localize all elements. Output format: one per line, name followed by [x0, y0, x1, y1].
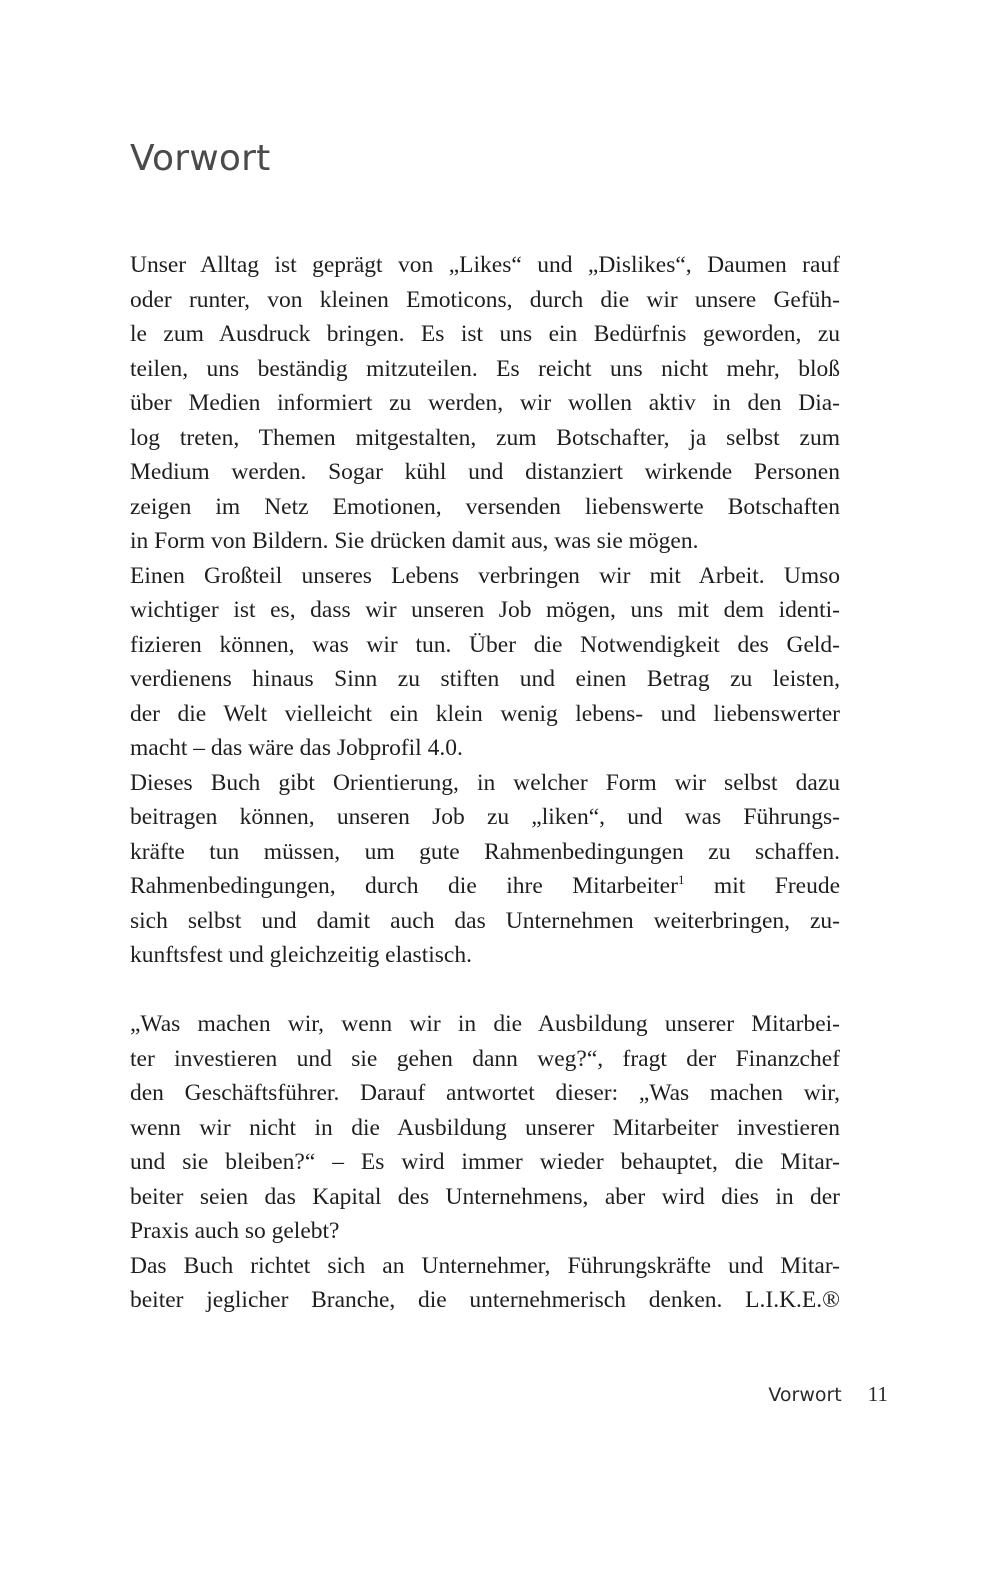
paragraph	[130, 559, 840, 766]
text-line: beiter jeglicher Branche, die unternehmerisch denken. L.I.K.E.®	[130, 1287, 840, 1313]
text-line: verdienens hinaus Sinn zu stiften und einen Betrag zu leisten,	[130, 666, 840, 692]
text-line: in Form von Bildern. Sie drücken damit aus, was sie mögen.	[130, 528, 699, 554]
line-text: Rahmenbedingungen, durch die ihre Mitarbeiter	[130, 873, 678, 899]
text-line: Medium werden. Sogar kühl und distanziert wirkende Personen	[130, 459, 840, 485]
text-line: Unser Alltag ist geprägt von „Likes“ und „Dislikes“, Daumen rauf	[130, 252, 840, 278]
text-line: Das Buch richtet sich an Unternehmer, Führungskräfte und Mitar-	[130, 1252, 840, 1279]
text-line: fizieren können, was wir tun. Über die Notwendigkeit des Geld-	[130, 631, 840, 658]
text-line: wichtiger ist es, dass wir unseren Job mögen, uns mit dem identi-	[130, 597, 840, 623]
text-line: und sie bleiben?“ – Es wird immer wieder behauptet, die Mitar-	[130, 1149, 840, 1175]
paragraph	[130, 1249, 840, 1318]
text-line: le zum Ausdruck bringen. Es ist uns ein Bedürfnis geworden, zu	[130, 321, 840, 347]
paragraph	[130, 1007, 840, 1249]
line-text-suffix: mit Freude	[684, 873, 840, 899]
page-number: 11	[867, 1382, 888, 1406]
chapter-title: Vorwort	[130, 138, 271, 179]
running-head: Vorwort	[768, 1384, 842, 1406]
text-line: Dieses Buch gibt Orientierung, in welcher Form wir selbst dazu	[130, 769, 840, 796]
text-line: teilen, uns beständig mitzuteilen. Es reicht uns nicht mehr, bloß	[130, 355, 840, 382]
text-line: log treten, Themen mitgestalten, zum Botschafter, ja selbst zum	[130, 424, 840, 451]
text-line: zeigen im Netz Emotionen, versenden liebenswerte Botschaften	[130, 493, 840, 520]
text-line: „Was machen wir, wenn wir in die Ausbildung unserer Mitarbei-	[130, 1011, 840, 1037]
text-line: beiter seien das Kapital des Unternehmens, aber wird dies in der	[130, 1183, 840, 1210]
text-line: sich selbst und damit auch das Unternehmen weiterbringen, zu-	[130, 907, 840, 934]
text-line: Einen Großteil unseres Lebens verbringen wir mit Arbeit. Umso	[130, 562, 840, 589]
text-line: über Medien informiert zu werden, wir wollen aktiv in den Dia-	[130, 390, 840, 416]
text-line: wenn wir nicht in die Ausbildung unserer Mitarbeiter investieren	[130, 1114, 840, 1141]
text-line: kunftsfest und gleichzeitig elastisch.	[130, 942, 472, 968]
text-line: beitragen können, unseren Job zu „liken“, und was Führungs-	[130, 804, 840, 830]
text-line: macht – das wäre das Jobprofil 4.0.	[130, 735, 463, 761]
paragraph	[130, 766, 840, 973]
text-line: kräfte tun müssen, um gute Rahmenbedingungen zu schaffen.	[130, 838, 840, 865]
page-footer	[768, 1382, 888, 1407]
text-line: den Geschäftsführer. Darauf antwortet dieser: „Was machen wir,	[130, 1080, 840, 1106]
body-text	[130, 248, 840, 1318]
footnote-marker[interactable]: 1	[677, 872, 685, 887]
text-line: Praxis auch so gelebt?	[130, 1218, 340, 1244]
text-line: der die Welt vielleicht ein klein wenig lebens- und liebenswerter	[130, 700, 840, 727]
paragraph-spacer	[130, 973, 840, 1008]
text-line: ter investieren und sie gehen dann weg?“, fragt der Finanzchef	[130, 1045, 840, 1072]
paragraph	[130, 248, 840, 559]
text-line: oder runter, von kleinen Emoticons, durch die wir unsere Gefüh-	[130, 286, 840, 313]
text-line-with-footnote	[130, 869, 840, 904]
